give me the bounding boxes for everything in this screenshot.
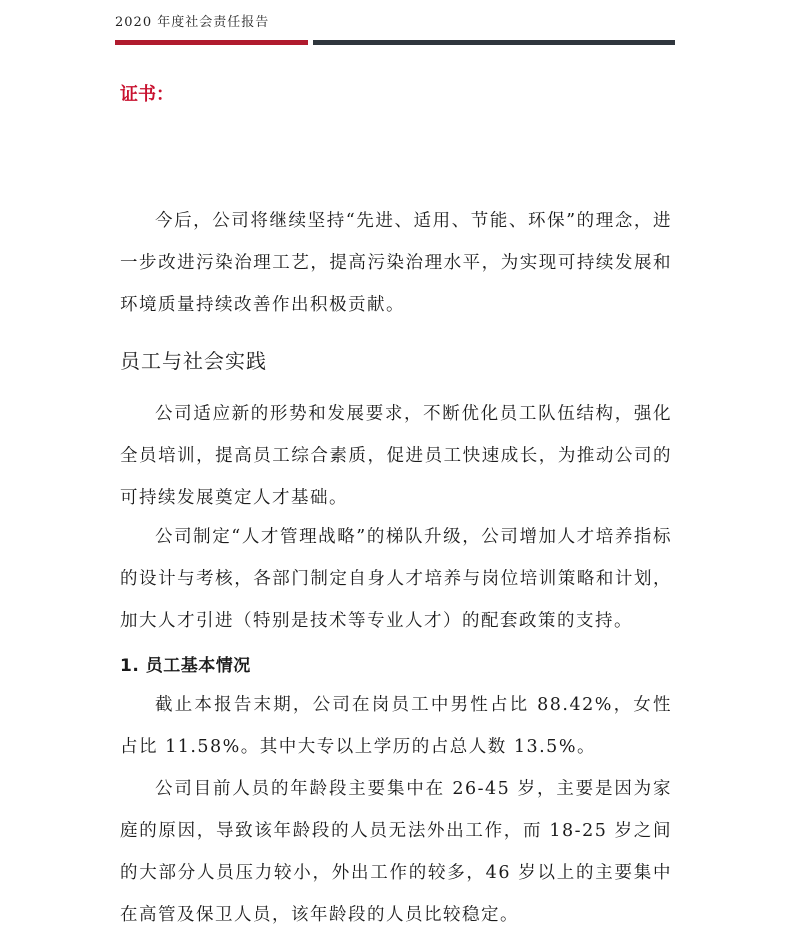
- section-heading: 员工与社会实践: [120, 349, 267, 373]
- document-body: [120, 80, 672, 925]
- report-title: 2020 年度社会责任报告: [115, 15, 270, 30]
- paragraph-staff-development: 公司适应新的形势和发展要求，不断优化员工队伍结构，强化全员培训，提高员工综合素质，促进员工快速成长，为推动公司的可持续发展奠定人才基础。: [120, 404, 672, 508]
- page-header: [115, 14, 675, 32]
- certificate-label: 证书：: [120, 84, 174, 105]
- paragraph-environment-commitment: 今后，公司将继续坚持“先进、适用、节能、环保”的理念，进一步改进污染治理工艺，提高污染治理水平，为实现可持续发展和环境质量持续改善作出积极贡献。: [120, 211, 672, 315]
- paragraph-talent-strategy: 公司制定“人才管理战略”的梯队升级，公司增加人才培养指标的设计与考核，各部门制定自身人才培养与岗位培训策略和计划，加大人才引进（特别是技术等专业人才）的配套政策的支持。: [120, 527, 672, 631]
- header-rule-red: [115, 40, 308, 45]
- paragraph-age-distribution: 公司目前人员的年龄段主要集中在 26-45 岁，主要是因为家庭的原因，导致该年龄段的人员无法外出工作，而 18-25 岁之间的大部分人员压力较小，外出工作的较多，46 岁以上的主要集中在高管及保卫人员，该年龄段的人员比较稳定。: [120, 779, 672, 925]
- header-rule-dark: [313, 40, 675, 45]
- sub-heading-staff-overview: 1. 员工基本情况: [120, 656, 251, 676]
- paragraph-gender-ratio: 截止本报告末期，公司在岗员工中男性占比 88.42%，女性占比 11.58%。其中大专以上学历的占总人数 13.5%。: [120, 695, 672, 757]
